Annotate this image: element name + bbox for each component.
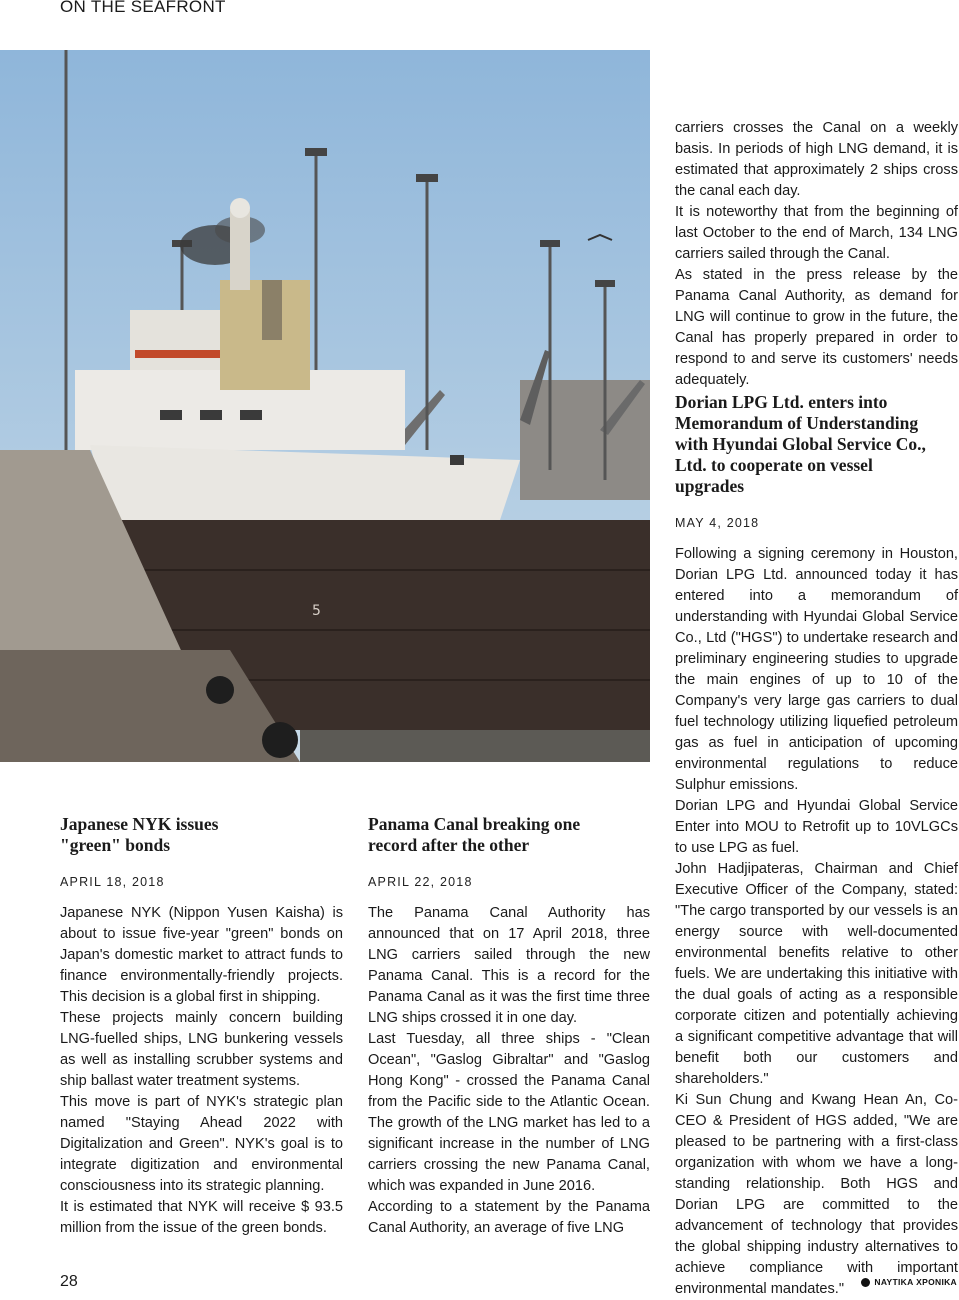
article-date: MAY 4, 2018 (675, 516, 760, 530)
article-body (675, 118, 958, 391)
article-headline: Japanese NYK issues "green" bonds (60, 814, 219, 855)
article-nyk (60, 814, 343, 1239)
publication-name: ΝΑΥΤΙΚΑ ΧΡΟΝΙΚΑ (874, 1277, 957, 1287)
logo-icon (861, 1278, 870, 1287)
article-date: APRIL 22, 2018 (368, 875, 473, 889)
article-headline: Dorian LPG Ltd. enters into Memorandum of Understanding with Hyundai Global Service Co., Ltd. to cooperate on vessel upgrades (675, 392, 926, 496)
paragraph: Japanese NYK (Nippon Yusen Kaisha) is about to issue five-year "green" bonds on Japan's domestic market to attract funds to finance environmentally-friendly projects. This decision is a global first in shipping. (60, 905, 343, 1005)
article-headline: Panama Canal breaking one record after the other (368, 814, 581, 855)
ship-photo (0, 50, 650, 762)
paragraph: It is estimated that NYK will receive $ 93.5 million from the issue of the green bonds. (60, 1199, 343, 1236)
paragraph: This move is part of NYK's strategic plan named "Staying Ahead 2022 with Digitalization and Green". NYK's goal is to integrate digitization and environmental consciousness into its strategic planning. (60, 1094, 343, 1194)
paragraph: These projects mainly concern building LNG-fuelled ships, LNG bunkering vessels as well as installing scrubber systems and ship ballast water treatment systems. (60, 1010, 343, 1089)
article-body (368, 903, 650, 1239)
paragraph: Following a signing ceremony in Houston, Dorian LPG Ltd. announced today it has entered into a memorandum of understanding with Hyundai Global Service Co., Ltd ("HGS") to undertake research and preliminary engineering studies to upgrade the main engines of up to 10 of the Company's very large gas carriers to dual fuel technology utilizing liquefied petroleum gas as fuel in anticipation of upcoming environmental regulations to reduce Sulphur emissions. (675, 546, 958, 793)
svg-text:5: 5 (312, 603, 321, 619)
paragraph: Dorian LPG and Hyundai Global Service Enter into MOU to Retrofit up to 10VLGCs to use LPG as fuel. (675, 798, 958, 856)
paragraph: John Hadjipateras, Chairman and Chief Executive Officer of the Company, stated: "The cargo transported by our vessels is an energy source with well-documented environmental benefits relative to other fuels. We are undertaking this initiative with the dual goals of acting as a responsible corporate citizen and potentially achieving a significant competitive advantage that will benefit both our customers and shareholders." (675, 861, 958, 1087)
paragraph: It is noteworthy that from the beginning of last October to the end of March, 134 LNG carriers sailed through the Canal. (675, 204, 958, 262)
paragraph: carriers crosses the Canal on a weekly basis. In periods of high LNG demand, it is estimated that approximately 2 ships cross the canal each day. (675, 120, 958, 199)
paragraph: The Panama Canal Authority has announced that on 17 April 2018, three LNG carriers sailed through the new Panama Canal. This is a record for the Panama Canal as it was the first time three LNG ships crossed it in one day. (368, 905, 650, 1026)
article-panama (368, 814, 650, 1239)
article-panama-continued (675, 118, 958, 391)
article-dorian (675, 392, 958, 1300)
paragraph: Last Tuesday, all three ships - "Clean Ocean", "Gaslog Gibraltar" and "Gaslog Hong Kong" - crossed the Panama Canal from the Pacific side to the Atlantic Ocean. The growth of the LNG market has led to a significant increase in the number of LNG carriers crossing the new Panama Canal, which was expanded in June 2016. (368, 1031, 650, 1194)
page-number: 28 (60, 1273, 78, 1290)
article-body (675, 544, 958, 1300)
paragraph: As stated in the press release by the Panama Canal Authority, as demand for LNG will continue to grow in the future, the Canal has properly prepared in order to respond to and serve its customers' needs adequately. (675, 267, 958, 388)
article-body (60, 903, 343, 1239)
publication-logo (861, 1277, 957, 1287)
article-date: APRIL 18, 2018 (60, 875, 165, 889)
section-label: ON THE SEAFRONT (60, 0, 226, 16)
paragraph: According to a statement by the Panama Canal Authority, an average of five LNG (368, 1199, 650, 1236)
paragraph: Ki Sun Chung and Kwang Hean An, Co-CEO & President of HGS added, "We are pleased to be partnering with a first-class organization with whom we have a long-standing relationship. Both HGS and Dorian LPG are committed to the advancement of technology that provides the global shipping industry alternatives to achieve compliance with important environmental mandates." (675, 1092, 958, 1297)
